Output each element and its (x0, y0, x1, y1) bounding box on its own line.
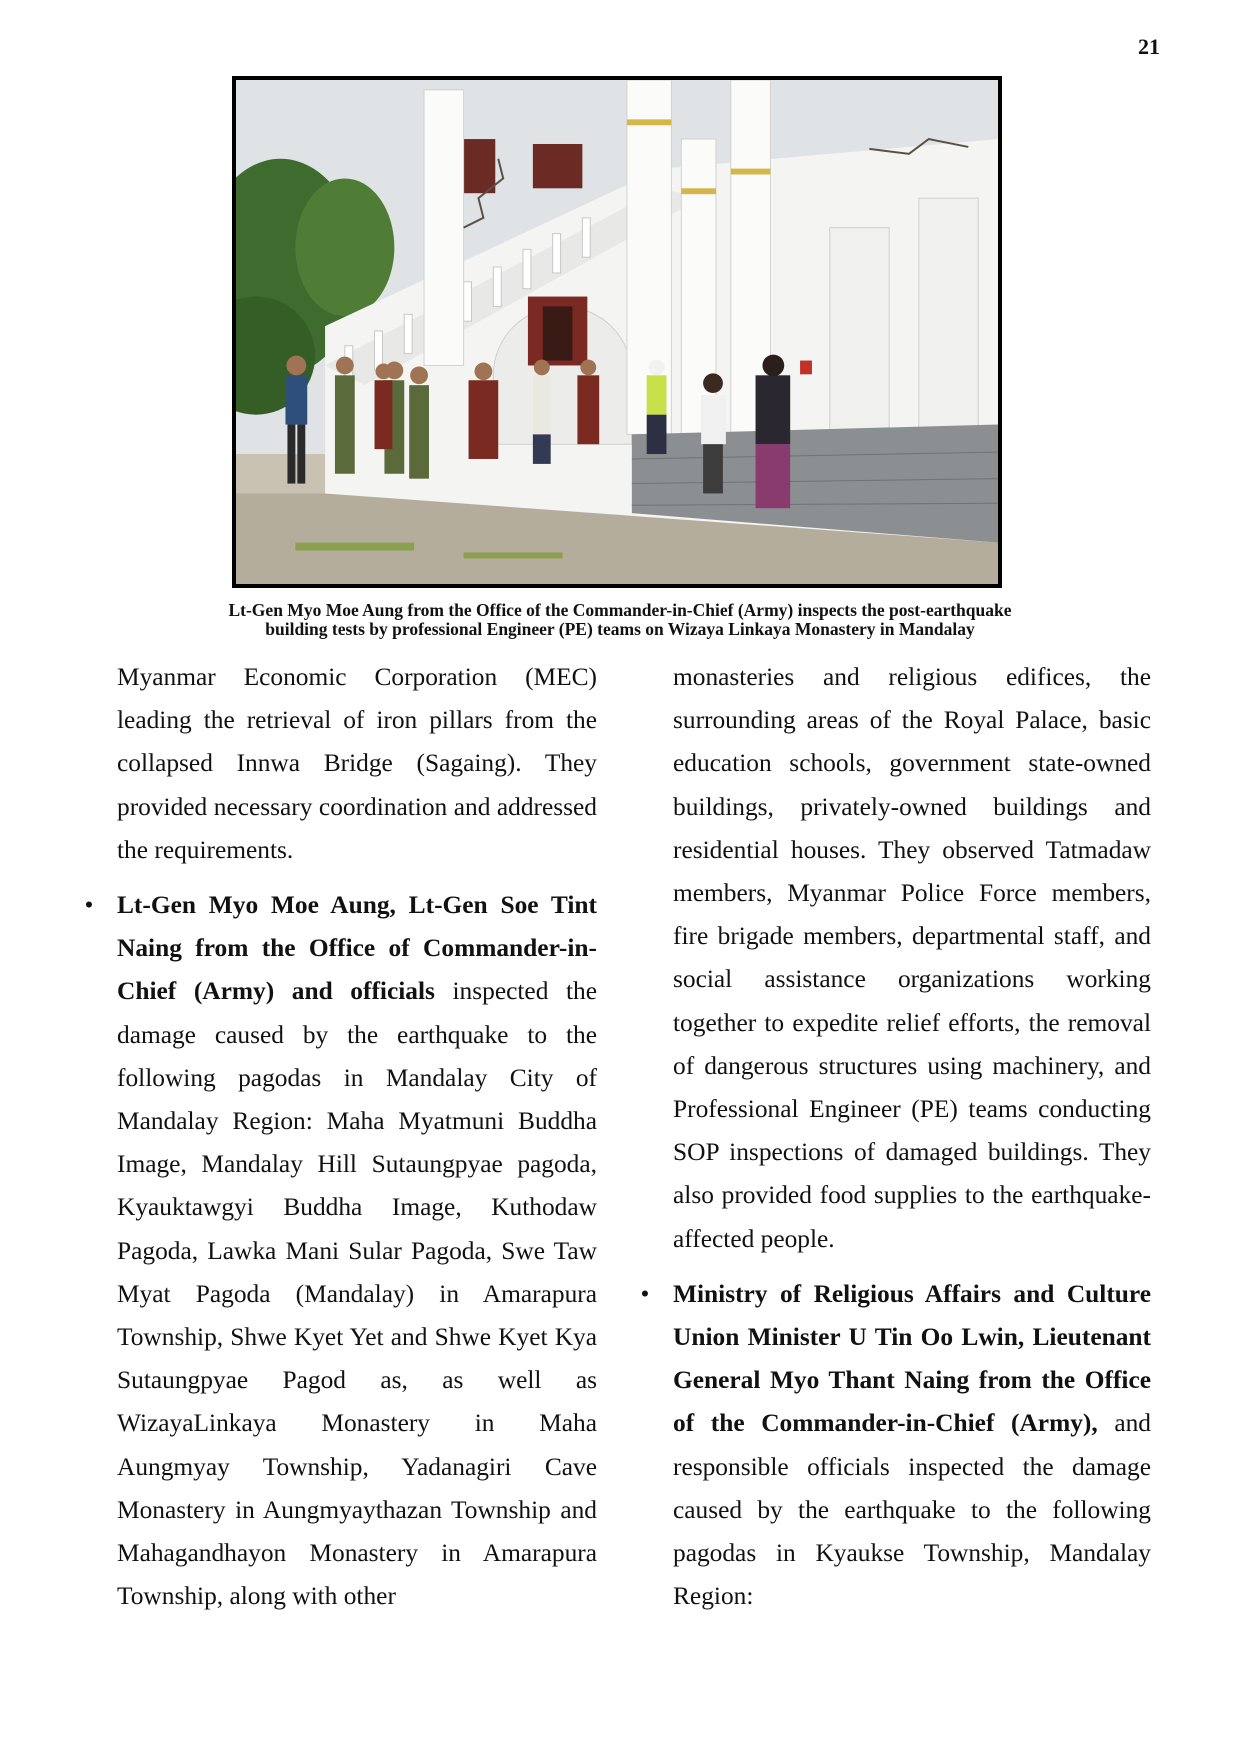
bullet-item-military-inspection (84, 884, 597, 1618)
bullet-item-ministry-inspection (640, 1273, 1151, 1619)
caption-line-1: Lt-Gen Myo Moe Aung from the Office of the Commander-in-Chief (Army) inspects the post-earthquake (228, 600, 1012, 620)
caption-line-2: building tests by professional Engineer (PE) teams on Wizaya Linkaya Monastery in Mandalay (265, 619, 975, 639)
monastery-inspection-photo (232, 76, 1002, 588)
photo-caption (130, 601, 1110, 639)
right-paragraph: monasteries and religious edifices, the surrounding areas of the Royal Palace, basic education schools, government state-owned buildings, privately-owned buildings and residential houses. They observed Tatmadaw members, Myanmar Police Force members, fire brigade members, departmental staff, and social assistance organizations working together to expedite relief efforts, the removal of dangerous structures using machinery, and Professional Engineer (PE) teams conducting SOP inspections of damaged buildings. They also provided food supplies to the earthquake-affected people. (673, 663, 1151, 1253)
bullet-body: inspected the damage caused by the earthquake to the following pagodas in Mandalay City of Mandalay Region: Maha Myatmuni Buddha Image, Mandalay Hill Sutaungpyae pagoda, Kyauktawgyi Buddha Image, Kuthodaw Pagoda, Lawka Mani Sular Pagoda, Swe Taw Myat Pagoda (Mandalay) in Amarapura Township, Shwe Kyet Yet and Shwe Kyet Kya Sutaungpyae Pagod as, as well as WizayaLinkaya Monastery in Maha Aungmyay Township, Yadanagiri Cave Monastery in Aungmyaythazan Township and Mahagandhayon Monastery in Amarapura Township, along with other (117, 977, 597, 1611)
bullet-icon: • (84, 891, 94, 920)
bullet-icon: • (640, 1279, 650, 1308)
bullet-bold-lead: Ministry of Religious Affairs and Culture Union Minister U Tin Oo Lwin, Lieutenant General Myo Thant Naing from the Office of the Commander-in-Chief (Army), (673, 1279, 1151, 1438)
photo-illustration (236, 80, 998, 584)
right-column (640, 656, 1151, 1618)
left-column (84, 656, 597, 1618)
bullet-bold-lead: Lt-Gen Myo Moe Aung, Lt-Gen Soe Tint Naing from the Office of Commander-in- Chief (Army) and officials (117, 891, 597, 1006)
bullet-body: and responsible officials inspected the damage caused by the earthquake to the following pagodas in Kyaukse Township, Mandalay Region: (673, 1409, 1151, 1611)
left-paragraph: Myanmar Economic Corporation (MEC) leading the retrieval of iron pillars from the collapsed Innwa Bridge (Sagaing). They provided necessary coordination and addressed the requirements. (117, 663, 597, 864)
page-number: 21 (1138, 34, 1160, 59)
